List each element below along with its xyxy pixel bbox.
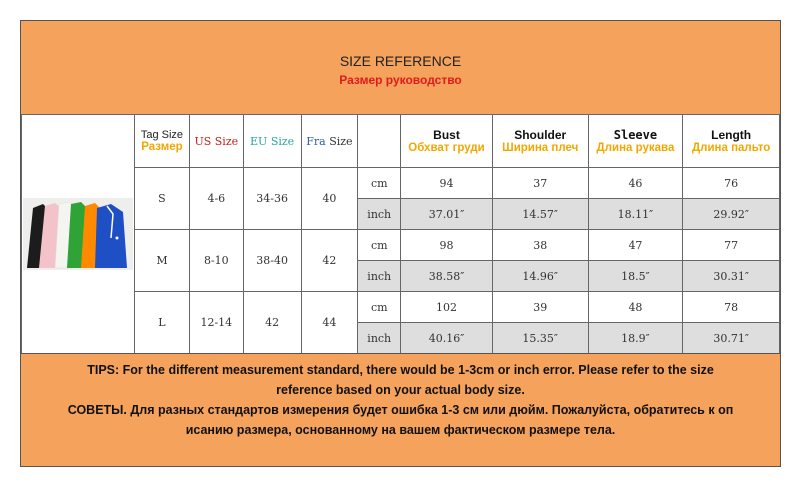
- unit-cell: inch: [358, 261, 401, 292]
- unit-cell: cm: [358, 292, 401, 323]
- sleeve-cell: 48: [588, 292, 683, 323]
- col-length-label: Length: [711, 128, 752, 142]
- unit-cell: cm: [358, 230, 401, 261]
- shoulder-cell: 38: [492, 230, 588, 261]
- col-eu-size: [243, 115, 301, 168]
- length-cell: 78: [683, 292, 780, 323]
- table-row: [22, 292, 780, 323]
- eu-size-cell: 42: [243, 292, 301, 354]
- sleeve-cell: 18.9″: [588, 323, 683, 354]
- product-image-cell: [22, 115, 135, 354]
- col-tag-size-russian: Размер: [141, 141, 183, 153]
- bust-cell: 40.16″: [401, 323, 493, 354]
- length-cell: 77: [683, 230, 780, 261]
- tips-russian-line-2: исанию размера, основанному на вашем фактическом размере тела.: [185, 423, 616, 437]
- col-shoulder: [492, 115, 588, 168]
- col-sleeve: [588, 115, 683, 168]
- col-eu-size-label: EU Size: [250, 134, 295, 148]
- sleeve-cell: 18.11″: [588, 199, 683, 230]
- fra-size-cell: 44: [301, 292, 358, 354]
- eu-size-cell: 38-40: [243, 230, 301, 292]
- col-length-russian: Длина пальто: [691, 142, 771, 154]
- length-cell: 30.71″: [683, 323, 780, 354]
- sleeve-cell: 18.5″: [588, 261, 683, 292]
- chart-title: SIZE REFERENCE: [339, 53, 462, 69]
- us-size-cell: 8-10: [189, 230, 243, 292]
- col-us-size: [189, 115, 243, 168]
- col-fra-size: [301, 115, 358, 168]
- shoulder-cell: 14.57″: [492, 199, 588, 230]
- length-cell: 76: [683, 168, 780, 199]
- us-size-cell: 12-14: [189, 292, 243, 354]
- col-sleeve-russian: Длина рукава: [596, 142, 675, 154]
- unit-cell: inch: [358, 323, 401, 354]
- sleeve-cell: 47: [588, 230, 683, 261]
- colored-blazers-photo: [23, 198, 133, 270]
- bust-cell: 98: [401, 230, 493, 261]
- col-us-size-label: US Size: [194, 134, 239, 148]
- chart-subtitle-russian: Размер руководство: [339, 73, 462, 87]
- unit-cell: cm: [358, 168, 401, 199]
- col-fra-prefix: Fra: [306, 134, 326, 148]
- tips-russian-line-1: СОВЕТЫ. Для разных стандартов измерения будет ошибка 1-3 см или дюйм. Пожалуйста, обратитесь к оп: [67, 403, 734, 417]
- eu-size-cell: 34-36: [243, 168, 301, 230]
- fra-size-cell: 42: [301, 230, 358, 292]
- shoulder-cell: 39: [492, 292, 588, 323]
- table-header-row: [22, 115, 780, 168]
- length-cell: 29.92″: [683, 199, 780, 230]
- sleeve-cell: 46: [588, 168, 683, 199]
- bust-cell: 37.01″: [401, 199, 493, 230]
- tag-size-cell: L: [134, 292, 189, 354]
- chart-header: [21, 21, 780, 115]
- us-size-cell: 4-6: [189, 168, 243, 230]
- bust-cell: 38.58″: [401, 261, 493, 292]
- shoulder-cell: 14.96″: [492, 261, 588, 292]
- tips-english-line-1: TIPS: For the different measurement standard, there would be 1-3cm or inch error. Please refer to the size: [87, 363, 714, 377]
- tag-size-cell: M: [134, 230, 189, 292]
- col-sleeve-label: Sleeve: [613, 128, 658, 142]
- unit-cell: inch: [358, 199, 401, 230]
- col-length: [683, 115, 780, 168]
- shoulder-cell: 37: [492, 168, 588, 199]
- col-bust-russian: Обхват груди: [408, 142, 485, 154]
- col-bust-label: Bust: [433, 128, 460, 142]
- size-chart: [20, 20, 781, 467]
- tips-english-line-2: reference based on your actual body size.: [276, 383, 525, 397]
- col-tag-size-label: Tag Size: [140, 129, 184, 141]
- tag-size-cell: S: [134, 168, 189, 230]
- col-tag-size: [134, 115, 189, 168]
- col-shoulder-label: Shoulder: [514, 128, 567, 142]
- length-cell: 30.31″: [683, 261, 780, 292]
- table-row: [22, 168, 780, 199]
- tips-panel: [21, 353, 780, 466]
- col-shoulder-russian: Ширина плеч: [502, 142, 579, 154]
- shoulder-cell: 15.35″: [492, 323, 588, 354]
- fra-size-cell: 40: [301, 168, 358, 230]
- col-bust: [401, 115, 493, 168]
- size-table: [21, 114, 780, 354]
- bust-cell: 102: [401, 292, 493, 323]
- col-fra-suffix: Size: [329, 134, 353, 148]
- col-unit: [358, 115, 401, 168]
- bust-cell: 94: [401, 168, 493, 199]
- table-row: [22, 230, 780, 261]
